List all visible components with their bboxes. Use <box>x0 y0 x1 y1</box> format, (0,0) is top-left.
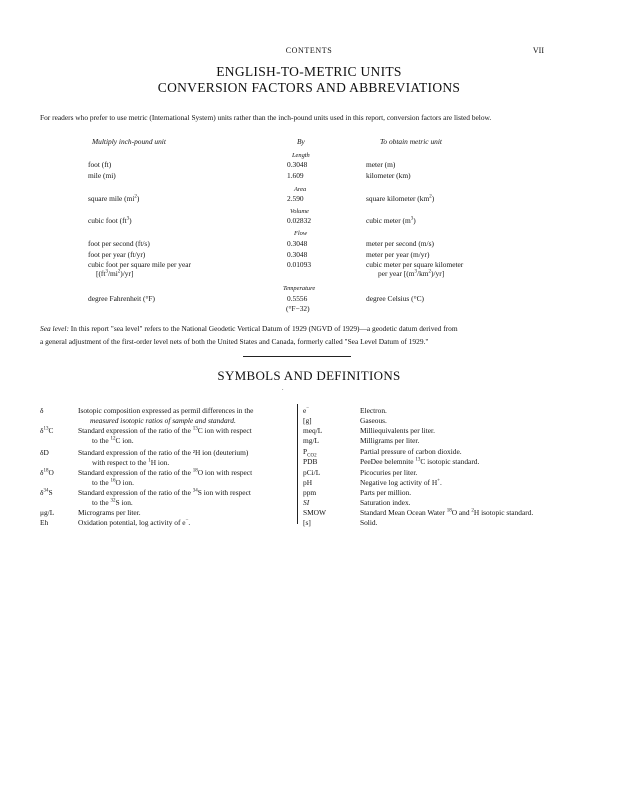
sea-level-text-2: a general adjustment of the first-order level nets of both the United States and Canada, formerly called "Sea Level Datum of 1929." <box>40 337 429 346</box>
symbol-ppm: ppm <box>303 488 317 497</box>
symbol-o18: $\delta^{18}O$ <box>40 468 54 477</box>
symbol-mgl: mg/L <box>303 436 320 445</box>
definition-c13-2: to the $^{12}$C ion. <box>92 436 134 445</box>
symbol-electron: e− <box>303 406 310 415</box>
conv-from-cfpsm: cubic foot per square mile per year <box>88 260 192 269</box>
symbol-ugl: μg/L <box>40 508 55 517</box>
conv-to-foot: meter (m) <box>366 160 396 169</box>
definition-mgl: Milligrams per liter. <box>360 436 420 445</box>
symbol-smow: SMOW <box>303 508 326 517</box>
symbol-pdb: PDB <box>303 457 318 466</box>
definition-pco2: Partial pressure of carbon dioxide. <box>360 447 462 456</box>
symbols-title: SYMBOLS AND DEFINITIONS <box>217 368 401 383</box>
conv-to-cfpsm-units: per year $[(m^3/km^2)/yr]$ <box>378 269 445 278</box>
definition-pcil: Picocuries per liter. <box>360 468 418 477</box>
definition-delta-1: Isotopic composition expressed as permil differences in the <box>78 406 254 415</box>
conv-to-fps: meter per second (m/s) <box>366 239 434 248</box>
symbol-pcil: pCi/L <box>303 468 321 477</box>
conv-by-fpy: 0.3048 <box>287 250 308 259</box>
definition-electron: Electron. <box>360 406 387 415</box>
symbol-ph: pH <box>303 478 313 487</box>
conv-to-cfpsm: cubic meter per square kilometer <box>366 260 464 269</box>
symbol-si: SI <box>303 498 310 507</box>
definition-o18-1: Standard expression of the ratio of the $^{18}$O ion with respect <box>78 468 253 477</box>
category-area: Area <box>294 186 307 193</box>
section-divider <box>243 356 351 357</box>
conv-by-cuft: 0.02832 <box>287 216 312 225</box>
conv-from-fps: foot per second (ft/s) <box>88 239 150 248</box>
conv-by-sqmile: 2.590 <box>287 194 304 203</box>
definition-smow: Standard Mean Ocean Water $^{18}$O and $^2$H isotopic standard. <box>360 508 534 517</box>
sea-level-text-1: In this report "sea level" refers to the National Geodetic Vertical Datum of 1929 (NGVD of 1929)—a geodetic datum derived from <box>68 324 458 333</box>
conv-to-mile: kilometer (km) <box>366 171 411 180</box>
definition-s34-2: to the $^{32}$S ion. <box>92 498 133 507</box>
definition-meql: Milliequivalents per liter. <box>360 426 435 435</box>
conv-from-cfpsm-units: $[(ft^3/mi^2)/yr]$ <box>96 269 134 278</box>
running-header: CONTENTS <box>285 46 333 55</box>
symbols-dot: . <box>282 386 284 392</box>
category-volume: Volume <box>290 208 309 215</box>
conv-by-mile: 1.609 <box>287 171 304 180</box>
sea-level-label: Sea level: <box>40 324 69 333</box>
definition-o18-2: to the $^{16}$O ion. <box>92 478 134 487</box>
conv-from-cuft: cubic foot $(ft^3)$ <box>88 216 132 225</box>
symbol-c13: $\delta^{13}C$ <box>40 426 54 435</box>
conv-from-mile: mile (mi) <box>88 171 116 180</box>
category-flow: Flow <box>294 230 308 237</box>
definition-ppm: Parts per million. <box>360 488 412 497</box>
definition-gaseous: Gaseous. <box>360 416 387 425</box>
conv-from-degf: degree Fahrenheit (°F) <box>88 294 155 303</box>
conv-to-sqmile: square kilometer $(km^2)$ <box>366 194 435 203</box>
symbol-s34: $\delta^{34}S$ <box>40 488 53 497</box>
column-header-to: To obtain metric unit <box>380 137 442 146</box>
column-divider <box>297 404 298 524</box>
definition-ph: Negative log activity of H+. <box>360 478 442 487</box>
symbol-solid: [s] <box>303 518 311 527</box>
symbol-dd: δD <box>40 448 49 457</box>
section-title-line2: CONVERSION FACTORS AND ABBREVIATIONS <box>157 80 461 95</box>
definition-si: Saturation index. <box>360 498 411 507</box>
symbol-eh: Eh <box>40 518 49 527</box>
definition-dd-2: with respect to the $^1$H ion. <box>92 458 170 467</box>
definition-ugl: Micrograms per liter. <box>78 508 141 517</box>
conv-from-foot: foot (ft) <box>88 160 112 169</box>
conv-to-degf: degree Celsius (°C) <box>366 294 424 303</box>
conv-by-fps: 0.3048 <box>287 239 308 248</box>
category-temperature: Temperature <box>283 285 316 292</box>
column-header-by: By <box>297 137 305 146</box>
intro-paragraph: For readers who prefer to use metric (International System) units rather than the inch-pound units used in this report, conversion factors are listed below. <box>40 113 492 122</box>
definition-eh: Oxidation potential, log activity of e−. <box>78 518 191 527</box>
conv-by-degf: 0.5556 <box>287 294 308 303</box>
definition-solid: Solid. <box>360 518 378 527</box>
category-length: Length <box>292 152 310 159</box>
conv-by-cfpsm: 0.01093 <box>287 260 312 269</box>
page-number: VII <box>532 46 544 55</box>
column-header-from: Multiply inch-pound unit <box>92 137 166 146</box>
conv-by-degf-formula: (°F−32) <box>286 304 310 313</box>
symbol-pco2: $P_{CO2}$ <box>303 447 317 459</box>
section-title-line1: ENGLISH-TO-METRIC UNITS <box>216 64 402 79</box>
definition-delta-2: measured isotopic ratios of sample and standard. <box>90 416 236 425</box>
conv-from-fpy: foot per year (ft/yr) <box>88 250 146 259</box>
symbol-gaseous: [g] <box>303 416 312 425</box>
definition-pdb: PeeDee belemnite $^{13}$C isotopic standard. <box>360 457 480 466</box>
definition-dd-1: Standard expression of the ratio of the ²H ion (deuterium) <box>78 448 249 457</box>
sea-level-note <box>40 322 560 348</box>
symbol-meql: meq/L <box>303 426 323 435</box>
conv-by-foot: 0.3048 <box>287 160 308 169</box>
definition-c13-1: Standard expression of the ratio of the $^{13}$C ion with respect <box>78 426 252 435</box>
definition-s34-1: Standard expression of the ratio of the $^{34}$S ion with respect <box>78 488 251 497</box>
symbol-delta: δ <box>40 406 44 415</box>
conv-from-sqmile: square mile $(mi^2)$ <box>88 194 140 203</box>
conv-to-cuft: cubic meter $(m^3)$ <box>366 216 416 225</box>
conv-to-fpy: meter per year (m/yr) <box>366 250 430 259</box>
